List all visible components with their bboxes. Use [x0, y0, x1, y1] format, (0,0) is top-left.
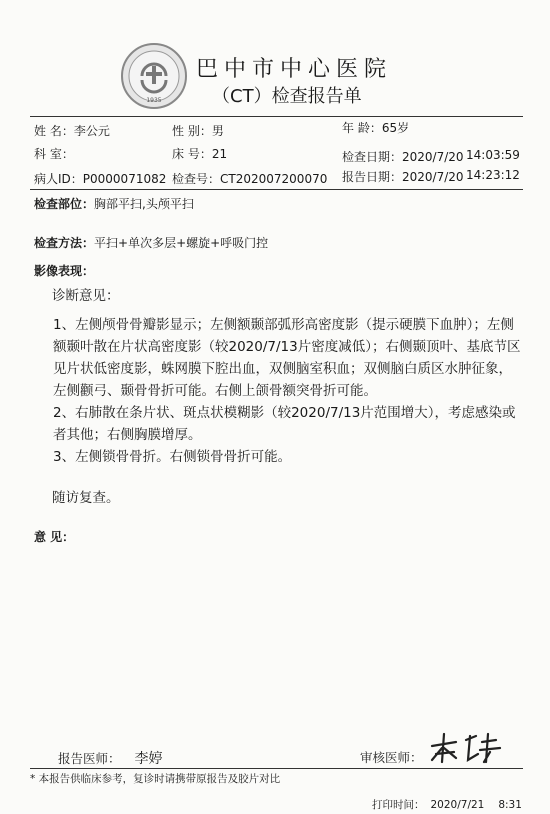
- exam-method-label: 检查方法：: [34, 236, 95, 250]
- report-doctor-name: 李婷: [134, 751, 163, 767]
- exam-number: CT202007200070: [220, 172, 328, 186]
- patient-bed: 21: [211, 147, 228, 161]
- age-label: 年 龄：: [342, 121, 382, 135]
- exam-date-label: 检查日期：: [342, 150, 403, 164]
- report-date-label: 报告日期：: [342, 170, 403, 184]
- report-time: 14:23:12: [466, 168, 520, 182]
- opinion-label: 意 见：: [34, 530, 75, 544]
- report-date: 2020/7/20: [402, 170, 464, 184]
- divider-bottom: [30, 768, 523, 769]
- diagnosis-body: [33, 314, 525, 468]
- divider-mid: [30, 189, 523, 190]
- patient-age: 65岁: [381, 121, 410, 135]
- diagnosis-item-3: 3、左侧锁骨骨折。右侧锁骨骨折可能。: [53, 449, 292, 465]
- gender-field: [172, 122, 224, 139]
- reviewer-signature: [426, 728, 516, 772]
- hospital-logo: [120, 42, 188, 110]
- diagnosis-item-2: 2、右肺散在条片状、斑点状模糊影（较2020/7/13片范围增大），考虑感染或者其他；右侧胸膜增厚。: [53, 405, 516, 443]
- print-date: 2020/7/21: [430, 799, 485, 811]
- gender-label: 性 别：: [172, 124, 212, 138]
- divider-top: [30, 116, 523, 117]
- name-field: [34, 122, 110, 139]
- exam-method-field: [34, 234, 268, 251]
- dept-field: [34, 145, 74, 162]
- exam-time: 14:03:59: [466, 148, 520, 162]
- diagnosis-item-1: 1、左侧颅骨骨瓣影显示；左侧额颞部弧形高密度影（提示硬膜下血肿）；左侧额颞叶散在片状高密度影（较2020/7/13片密度减低）；右侧颞顶叶、基底节区见片状低密度影，蛛网膜下腔出血，双侧脑室积血；双侧脑白质区水肿征象，左侧颧弓、颞骨骨折可能。右侧上颌骨额突骨折可能。: [53, 317, 521, 399]
- dept-label: 科 室：: [34, 147, 74, 161]
- bed-label: 床 号：: [172, 147, 212, 161]
- report-doctor-field: [58, 748, 163, 768]
- exam-part: 胸部平扫,头颅平扫: [94, 197, 194, 211]
- exam-part-label: 检查部位：: [34, 197, 95, 211]
- print-time: 8:31: [498, 799, 522, 811]
- pid-field: [34, 170, 166, 187]
- exam-method: 平扫+单次多层+螺旋+呼吸门控: [94, 236, 269, 250]
- exam-date-field: [342, 148, 464, 165]
- diagnosis-label: 诊断意见：: [52, 288, 120, 304]
- exam-date: 2020/7/20: [402, 150, 464, 164]
- bed-field: [172, 145, 227, 162]
- exam-no-field: [172, 170, 327, 187]
- report-title: （CT）检查报告单: [212, 86, 362, 107]
- age-field: [342, 119, 409, 136]
- print-time-field: [372, 797, 522, 812]
- hospital-name: 巴中市中心医院: [196, 57, 393, 82]
- reviewer-label: 审核医师：: [360, 750, 423, 765]
- patient-gender: 男: [211, 124, 224, 138]
- logo-year: 1935: [146, 97, 162, 104]
- exam-no-label: 检查号：: [172, 172, 221, 186]
- exam-part-field: [34, 195, 194, 212]
- findings-label: 影像表现：: [34, 264, 95, 278]
- name-label: 姓 名：: [34, 124, 74, 138]
- report-date-field: [342, 168, 464, 185]
- footer-note: * 本报告供临床参考，复诊时请携带原报告及胶片对比: [30, 773, 281, 785]
- patient-id: P0000071082: [82, 172, 167, 186]
- followup-text: 随访复查。: [52, 490, 120, 506]
- print-label: 打印时间：: [372, 799, 425, 811]
- patient-name: 李公元: [73, 124, 110, 138]
- report-doctor-label: 报告医师：: [58, 751, 121, 766]
- pid-label: 病人ID：: [34, 172, 83, 186]
